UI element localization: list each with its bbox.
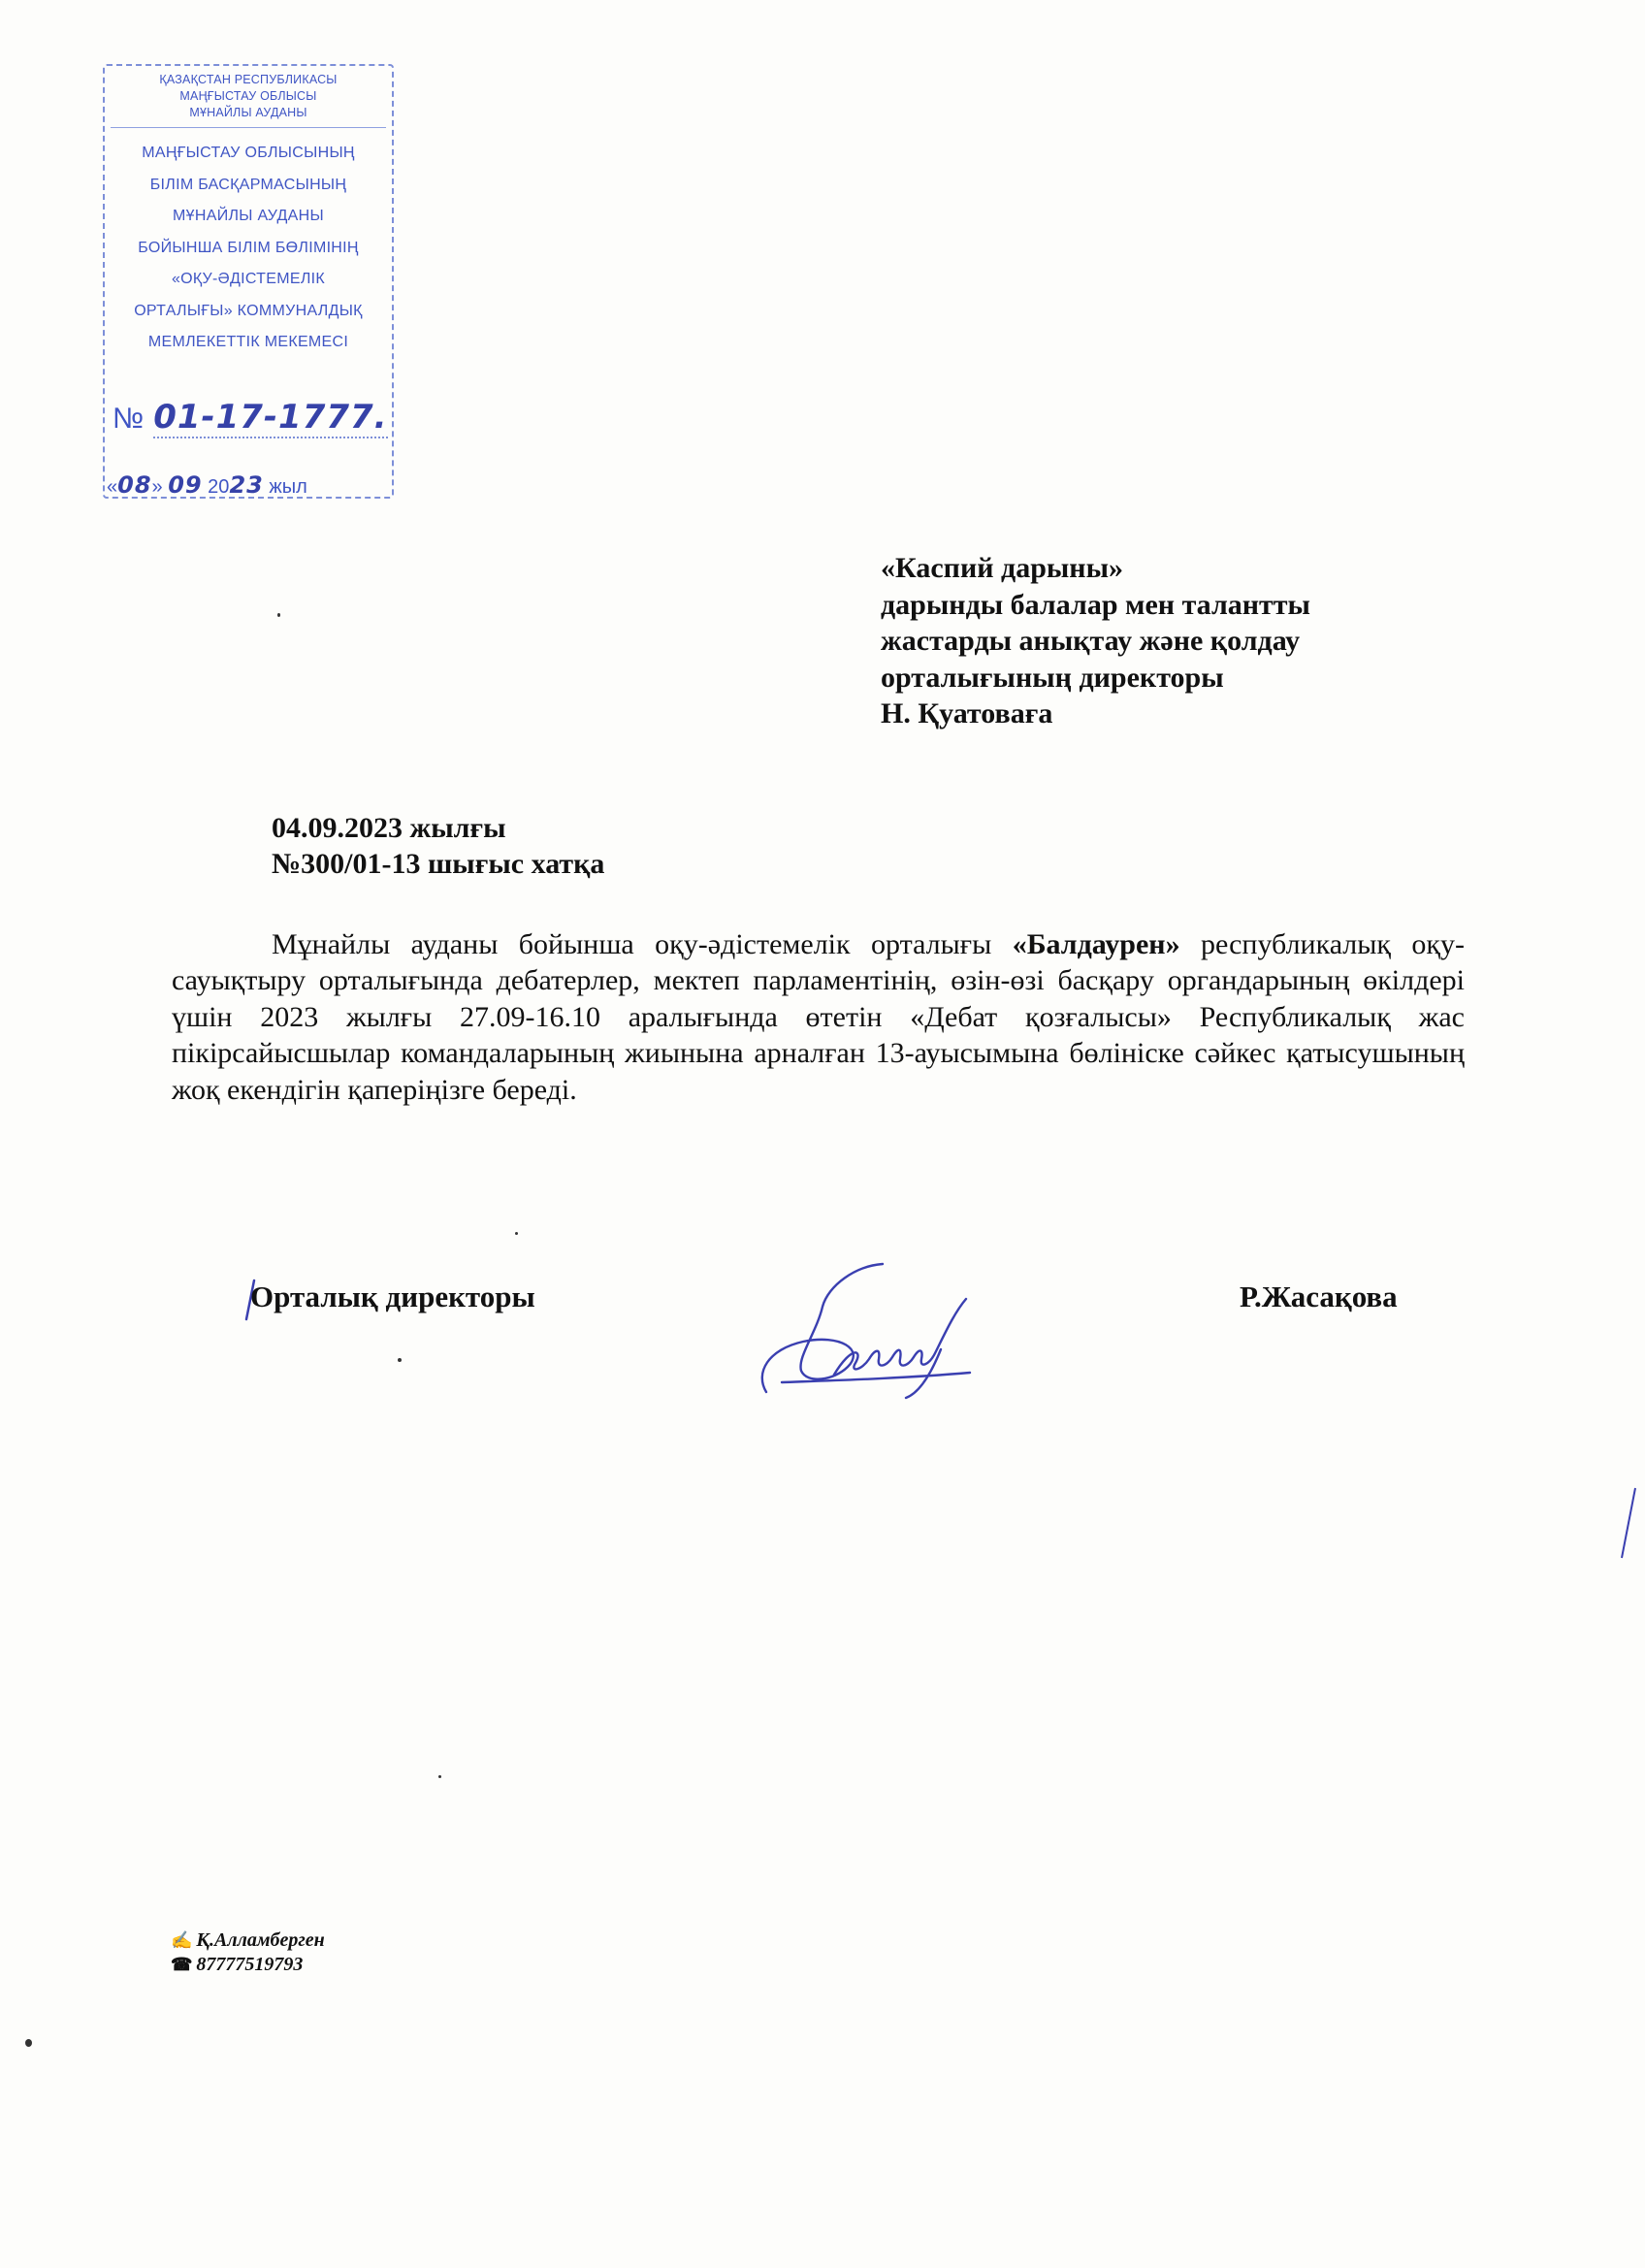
handwritten-signature [747, 1256, 999, 1402]
ink-edge-mark [1614, 1484, 1643, 1562]
stamp-org-line: БОЙЫНША БІЛІМ БӨЛІМІНІҢ [138, 239, 359, 256]
phone-line [171, 1953, 325, 1977]
stamp-header-line: ҚАЗАҚСТАН РЕСПУБЛИКАСЫ [159, 73, 338, 86]
stamp-divider [111, 127, 386, 128]
stamp-org-line: БІЛІМ БАСҚАРМАСЫНЫҢ [149, 176, 347, 193]
executor-footer [171, 1928, 325, 1977]
executor-line [171, 1928, 325, 1953]
stamp-header-line: МАҢҒЫСТАУ ОБЛЫСЫ [179, 89, 317, 103]
body-text-part2: республикалық оқу-сауықтыру орталығында дебатерлер, мектеп парламентінің, өзін-өзі басқару органдарының өкілдері үшін 2023 жылғы 27.09-16.10 аралығында өтетін «Дебат қозғалысы» Республикалық жас пікірсайысшылар командаларының жиынына арналған 13-ауысымына бөлініске сәйкес қатысушының жоқ екендігін қаперіңізге береді. [172, 928, 1465, 1106]
stamp-date-day: 08 [117, 471, 152, 499]
signatory-name: Р.Жасақова [1240, 1280, 1398, 1313]
stamp-date-open: « [107, 476, 118, 498]
pen-icon: ✍ [171, 1930, 193, 1950]
stamp-org-line: ОРТАЛЫҒЫ» КОММУНАЛДЫҚ [134, 302, 363, 319]
stamp-organization [105, 138, 392, 359]
signatory-title: Орталық директоры [250, 1280, 535, 1313]
scan-speck [515, 1232, 518, 1235]
addressee-line: дарынды балалар мен талантты [881, 588, 1310, 621]
phone-icon: ☎ [171, 1955, 193, 1974]
stamp-org-line: МҰНАЙЛЫ АУДАНЫ [173, 208, 324, 224]
scan-speck [277, 613, 280, 617]
addressee-line: орталығының директоры [881, 661, 1224, 694]
addressee-line: «Каспий дарыны» [881, 552, 1124, 584]
addressee-line: жастарды анықтау және қолдау [881, 625, 1301, 657]
letter-body [172, 926, 1465, 1108]
body-text-part1: Мұнайлы ауданы бойынша оқу-әдістемелік орталығы [272, 928, 1013, 960]
scan-speck [25, 2039, 32, 2047]
stamp-org-line: МАҢҒЫСТАУ ОБЛЫСЫНЫҢ [142, 145, 355, 161]
stamp-header [105, 72, 392, 121]
body-text-bold: «Балдаурен» [1012, 928, 1180, 960]
reference-date: 04.09.2023 жылғы [272, 812, 506, 844]
addressee-block [881, 550, 1482, 732]
stamp-date-month: 09 [168, 471, 203, 499]
registration-stamp [103, 64, 394, 499]
addressee-line: Н. Қуатоваға [881, 697, 1053, 729]
stamp-date-year-prefix: 20 [202, 476, 230, 498]
stamp-date-unit: жыл [263, 476, 307, 498]
stamp-date-sep: » [151, 476, 169, 498]
stamp-number [113, 398, 394, 438]
stamp-date [107, 470, 398, 502]
reference-number: №300/01-13 шығыс хатқа [272, 848, 605, 880]
stamp-number-label: № [113, 403, 145, 435]
reference-block [272, 810, 951, 882]
stamp-number-value: 01-17-1777. [153, 398, 388, 437]
scan-speck [438, 1775, 441, 1778]
stamp-org-line: «ОҚУ-ӘДІСТЕМЕЛІК [171, 271, 325, 287]
executor-name: Қ.Алламберген [196, 1929, 325, 1951]
executor-phone: 87777519793 [196, 1954, 304, 1975]
stamp-date-year-suffix: 23 [229, 471, 264, 499]
stamp-header-line: МҰНАЙЛЫ АУДАНЫ [189, 106, 307, 119]
stamp-org-line: МЕМЛЕКЕТТІК МЕКЕМЕСІ [147, 334, 349, 350]
scan-speck [398, 1358, 402, 1362]
